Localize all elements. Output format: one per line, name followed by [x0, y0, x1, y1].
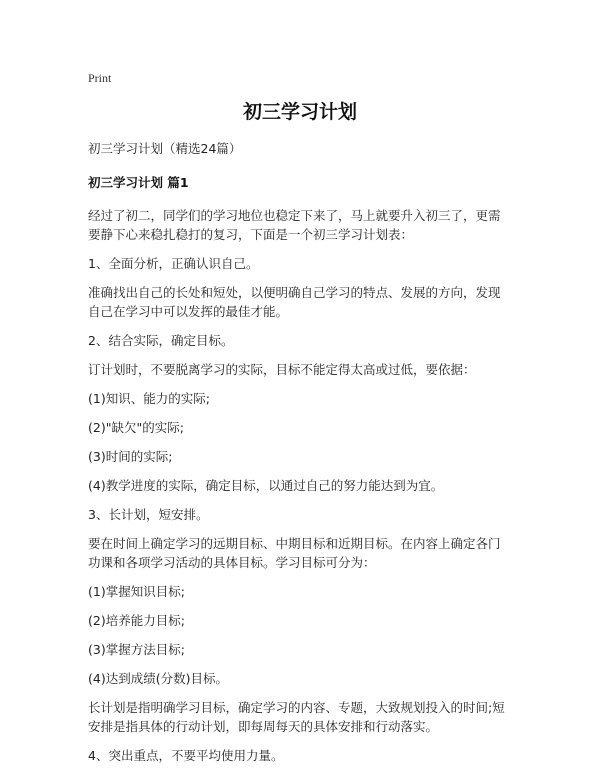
print-label: Print: [88, 71, 112, 85]
section-heading: 初三学习计划 篇1: [88, 175, 189, 190]
paragraph: (3)时间的实际;: [88, 449, 173, 464]
paragraph: 长计划是指明确学习目标，确定学习的内容、专题，大致规划投入的时间;短安排是指具体的行动计划，即每周每天的具体安排和行动落实。: [88, 700, 505, 734]
paragraph: 要在时间上确定学习的远期目标、中期目标和近期目标。在内容上确定各门功课和各项学习活动的具体目标。学习目标可分为：: [88, 536, 501, 570]
paragraph: 准确找出自己的长处和短处，以便明确自己学习的特点、发展的方向，发现自己在学习中可以发挥的最佳才能。: [88, 285, 501, 319]
document-subtitle: 初三学习计划（精选24篇）: [88, 141, 242, 156]
paragraph: (2)"缺欠"的实际;: [88, 420, 184, 435]
page-title: 初三学习计划: [242, 101, 357, 123]
paragraph: (1)知识、能力的实际;: [88, 391, 210, 406]
document-body: [88, 206, 512, 765]
paragraph: 2、结合实际，确定目标。: [88, 333, 234, 348]
paragraph: (2)培养能力目标;: [88, 613, 185, 628]
paragraph: 1、全面分析，正确认识自己。: [88, 256, 259, 271]
paragraph: 订计划时，不要脱离学习的实际，目标不能定得太高或过低，要依据：: [88, 362, 476, 377]
paragraph: (4)教学进度的实际，确定目标，以通过自己的努力能达到为宜。: [88, 478, 444, 493]
paragraph: (1)掌握知识目标;: [88, 584, 185, 599]
paragraph: (4)达到成绩(分数)目标。: [88, 671, 228, 686]
paragraph: 4、突出重点，不要平均使用力量。: [88, 748, 284, 763]
paragraph: (3)掌握方法目标;: [88, 642, 185, 657]
paragraph: 经过了初二，同学们的学习地位也稳定下来了，马上就要升入初三了，更需要静下心来稳扎稳打的复习，下面是一个初三学习计划表：: [88, 208, 501, 242]
paragraph: 3、长计划，短安排。: [88, 507, 209, 522]
